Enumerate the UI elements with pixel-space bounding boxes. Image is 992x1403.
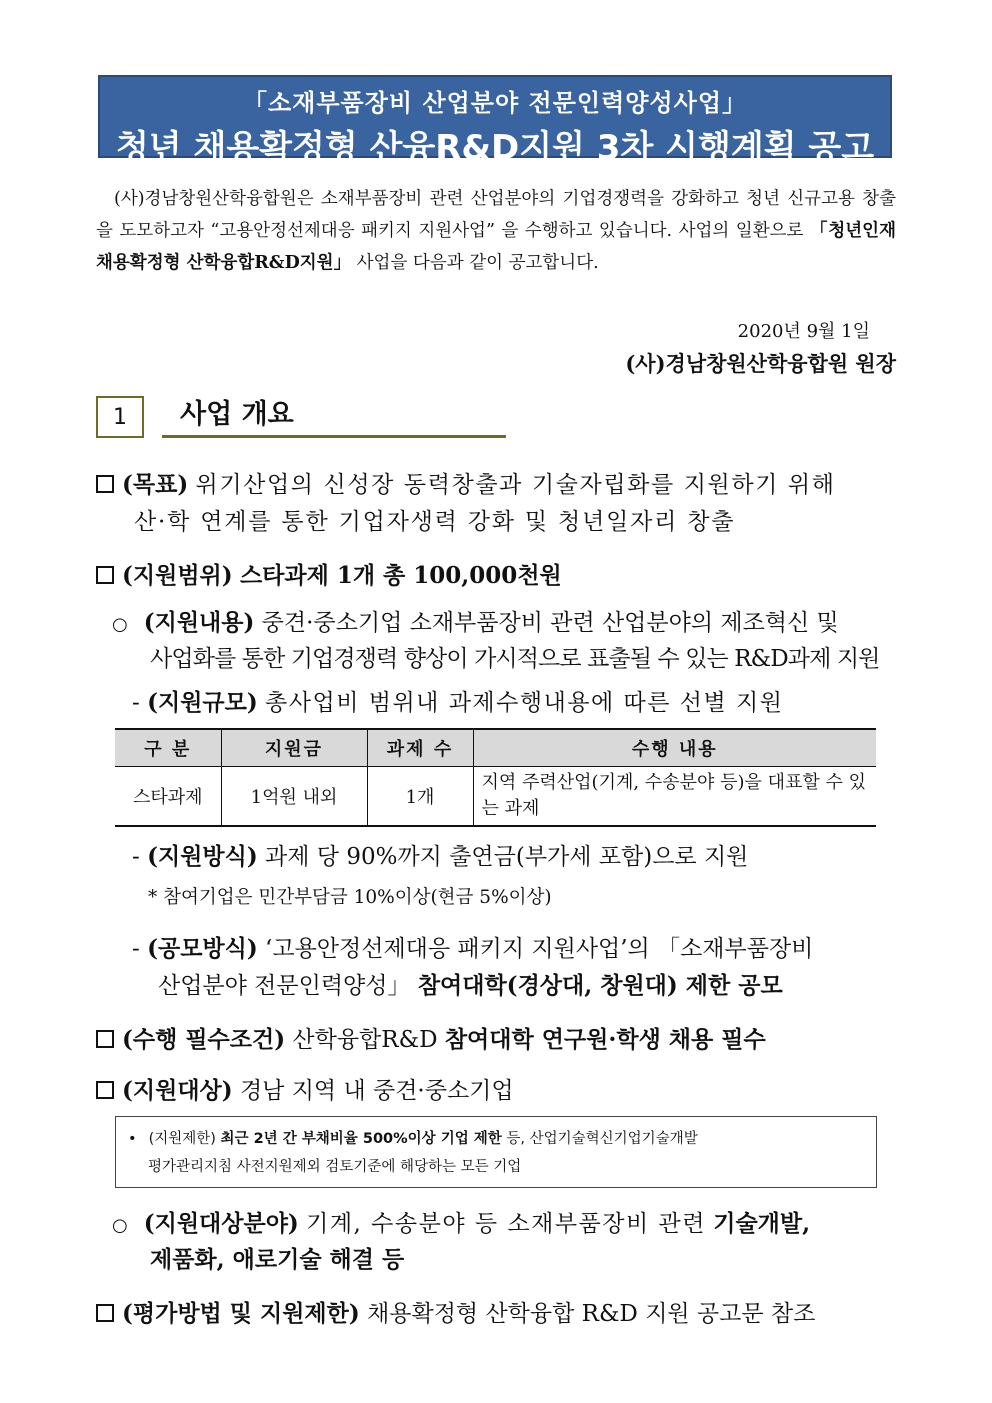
scope-label: (지원범위) [122, 562, 233, 589]
goal-label: (목표) [122, 471, 189, 498]
table-cell: 1억원 내외 [221, 767, 367, 827]
restriction-text-2: 평가관리지침 사전지원제외 검토기준에 해당하는 모든 기업 [148, 1159, 522, 1175]
circle-bullet: ○ [112, 614, 128, 635]
recruit-text-1: ‘고용안정선제대응 패키지 지원사업’의 「소재부품장비 [265, 936, 814, 962]
content-item [112, 604, 839, 637]
goal-item [96, 466, 836, 499]
checkbox-square-icon [96, 1081, 114, 1099]
recruit-line-2 [158, 967, 783, 1000]
scope-text: 스타과제 1개 총 100,000천원 [239, 562, 562, 589]
organization-signature: (사)경남창원산학융합원 원장 [625, 351, 896, 376]
dash-bullet: - [132, 936, 148, 962]
requirement-text: 산학융합R&D [292, 1027, 438, 1053]
restriction-text-1: 등, 산업기술혁신기업기술개발 [506, 1131, 698, 1147]
target-item [96, 1072, 514, 1105]
recruit-bold: 참여대학(경상대, 창원대) 제한 공모 [417, 972, 783, 999]
scope-item [96, 557, 562, 590]
dash-bullet: - [132, 690, 148, 716]
circle-bullet: ○ [112, 1215, 128, 1236]
evaluation-item [96, 1295, 815, 1328]
goal-text-2: 산·학 연계를 통한 기업자생력 강화 및 청년일자리 창출 [134, 509, 736, 535]
evaluation-text: 채용확정형 산학융합 R&D 지원 공고문 참조 [367, 1301, 816, 1327]
title-box [98, 75, 892, 168]
field-bold-1: 기술개발, [713, 1210, 811, 1237]
requirement-bold: 참여대학 연구원·학생 채용 필수 [444, 1026, 766, 1053]
checkbox-square-icon [96, 1304, 114, 1322]
restriction-bold: 최근 2년 간 부채비율 500%이상 기업 제한 [220, 1131, 502, 1147]
checkbox-square-icon [96, 475, 114, 493]
method-text: 과제 당 90%까지 출연금(부가세 포함)으로 지원 [265, 844, 749, 870]
restriction-line-1 [128, 1125, 876, 1153]
restriction-label: (지원제한) [148, 1131, 216, 1147]
restriction-box [115, 1116, 877, 1188]
content-label: (지원내용) [143, 609, 255, 636]
table-cell: 1개 [367, 767, 473, 827]
method-item [132, 838, 748, 871]
recruit-label: (공모방식) [147, 935, 258, 962]
requirement-label: (수행 필수조건) [122, 1026, 286, 1053]
recruit-item [132, 930, 813, 963]
field-bold-2-text: 제품화, 애로기술 해결 등 [150, 1246, 405, 1273]
dash-bullet: - [132, 844, 148, 870]
table-cell: 스타과제 [115, 767, 221, 827]
scale-text: 총사업비 범위내 과제수행내용에 따른 선별 지원 [265, 690, 784, 716]
target-text: 경남 지역 내 중견·중소기업 [239, 1078, 514, 1104]
content-text-2: 사업화를 통한 기업경쟁력 향상이 가시적으로 표출될 수 있는 R&D과제 지원 [150, 646, 880, 672]
target-label: (지원대상) [122, 1077, 233, 1104]
title-line1: 「소재부품장비 산업분야 전문인력양성사업」 [242, 89, 748, 117]
field-bold-2 [150, 1241, 404, 1274]
table-header: 지원금 [221, 729, 367, 767]
content-text-1: 중견·중소기업 소재부품장비 관련 산업분야의 제조혁신 및 [261, 610, 839, 636]
field-item [112, 1205, 810, 1238]
field-label: (지원대상분야) [143, 1210, 299, 1237]
table-header: 수행 내용 [473, 729, 876, 767]
evaluation-label: (평가방법 및 지원제한) [122, 1300, 360, 1327]
intro-paragraph [96, 183, 896, 279]
field-text: 기계, 수송분야 등 소재부품장비 관련 [306, 1211, 706, 1237]
table-header-row [115, 729, 876, 767]
announcement-date: 2020년 9월 1일 [737, 321, 870, 342]
method-label: (지원방식) [147, 843, 258, 870]
support-table [115, 728, 876, 827]
title-line2: 청년 채용확정형 산융R&D지원 3차 시행계획 공고 [115, 128, 875, 168]
goal-text-1: 위기산업의 신성장 동력창출과 기술자립화를 지원하기 위해 [195, 472, 836, 498]
intro-bold: 「청년인재 채용확정형 산학융합R&D지원」 [96, 221, 896, 273]
section-number: 1 [96, 396, 144, 438]
intro-text-2: 사업을 다음과 같이 공고합니다. [356, 253, 599, 273]
scale-label: (지원규모) [147, 689, 258, 716]
scale-item [132, 684, 783, 717]
intro-text-1: (사)경남창원산학융합원은 소재부품장비 관련 산업분야의 기업경쟁력을 강화하고 청년 신규고용 창출을 도모하고자 “고용안정선제대응 패키지 지원사업” 을 수행하고 있습니다. 사업의 일환으로 [96, 189, 896, 241]
bullet-dot: • [128, 1131, 137, 1147]
method-note: * 참여기업은 민간부담금 10%이상(현금 5%이상) [148, 887, 552, 908]
table-header: 과제 수 [367, 729, 473, 767]
table-header: 구 분 [115, 729, 221, 767]
section-title: 사업 개요 [162, 394, 506, 438]
checkbox-square-icon [96, 1030, 114, 1048]
checkbox-square-icon [96, 566, 114, 584]
table-cell: 지역 주력산업(기계, 수송분야 등)을 대표할 수 있는 과제 [473, 767, 876, 827]
table-row [115, 767, 876, 827]
recruit-text-2: 산업분야 전문인력양성」 [158, 973, 411, 999]
requirement-item [96, 1021, 766, 1054]
